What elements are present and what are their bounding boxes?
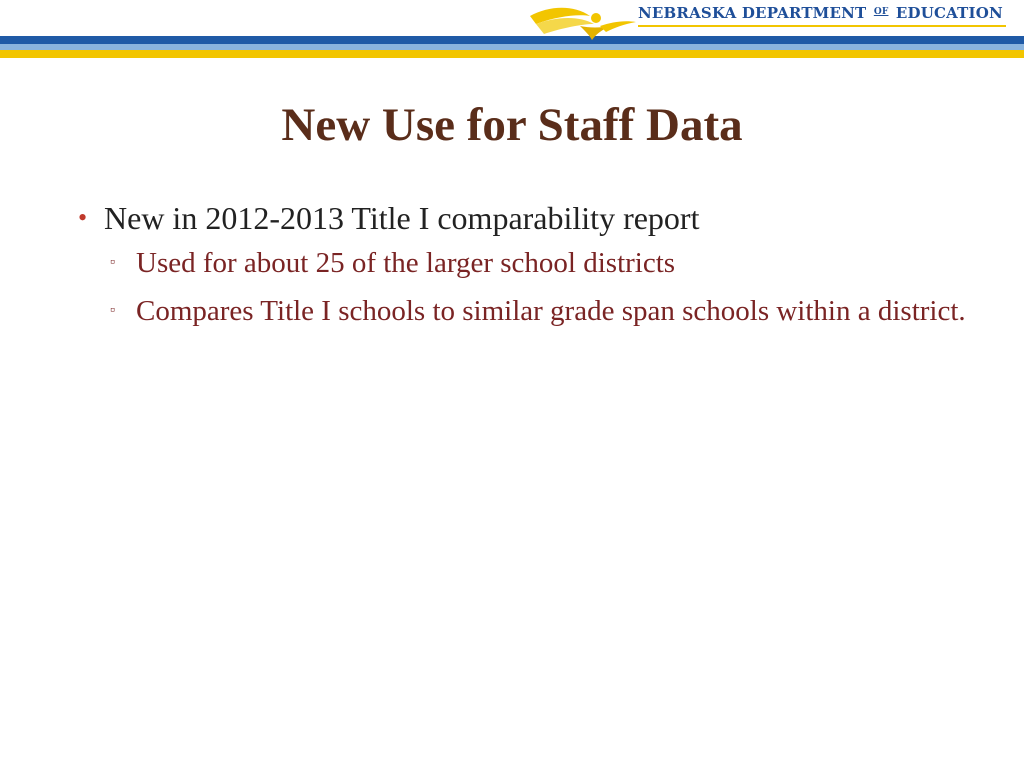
slide-content: [72, 196, 972, 338]
organization-name: [638, 4, 1008, 26]
sub-bullet-item: [110, 290, 972, 332]
bullet-item: [72, 196, 972, 240]
nde-logo-icon: [528, 2, 638, 42]
org-name-part2: EDUCATION: [895, 4, 1003, 22]
header-stripe-gold: [0, 50, 1024, 58]
sub-bullet-text: Compares Title I schools to similar grade span schools within a district.: [136, 295, 966, 327]
slide-title: New Use for Staff Data: [281, 99, 743, 151]
sub-bullet-item: [110, 242, 972, 284]
org-name-underline: [638, 25, 1006, 27]
sub-bullet-text: Used for about 25 of the larger school districts: [136, 247, 676, 279]
org-name-part1: NEBRASKA DEPARTMENT: [638, 4, 867, 22]
bullet-dot-icon: •: [78, 203, 88, 232]
sub-bullet-list: [72, 242, 972, 332]
square-bullet-icon: ▫: [110, 303, 115, 318]
square-bullet-icon: ▫: [110, 255, 115, 270]
org-name-of: OF: [873, 7, 889, 17]
bullet-text: New in 2012-2013 Title I comparability report: [104, 200, 700, 236]
header-band: [0, 0, 1024, 60]
header-stripe-blue: [0, 36, 1024, 44]
